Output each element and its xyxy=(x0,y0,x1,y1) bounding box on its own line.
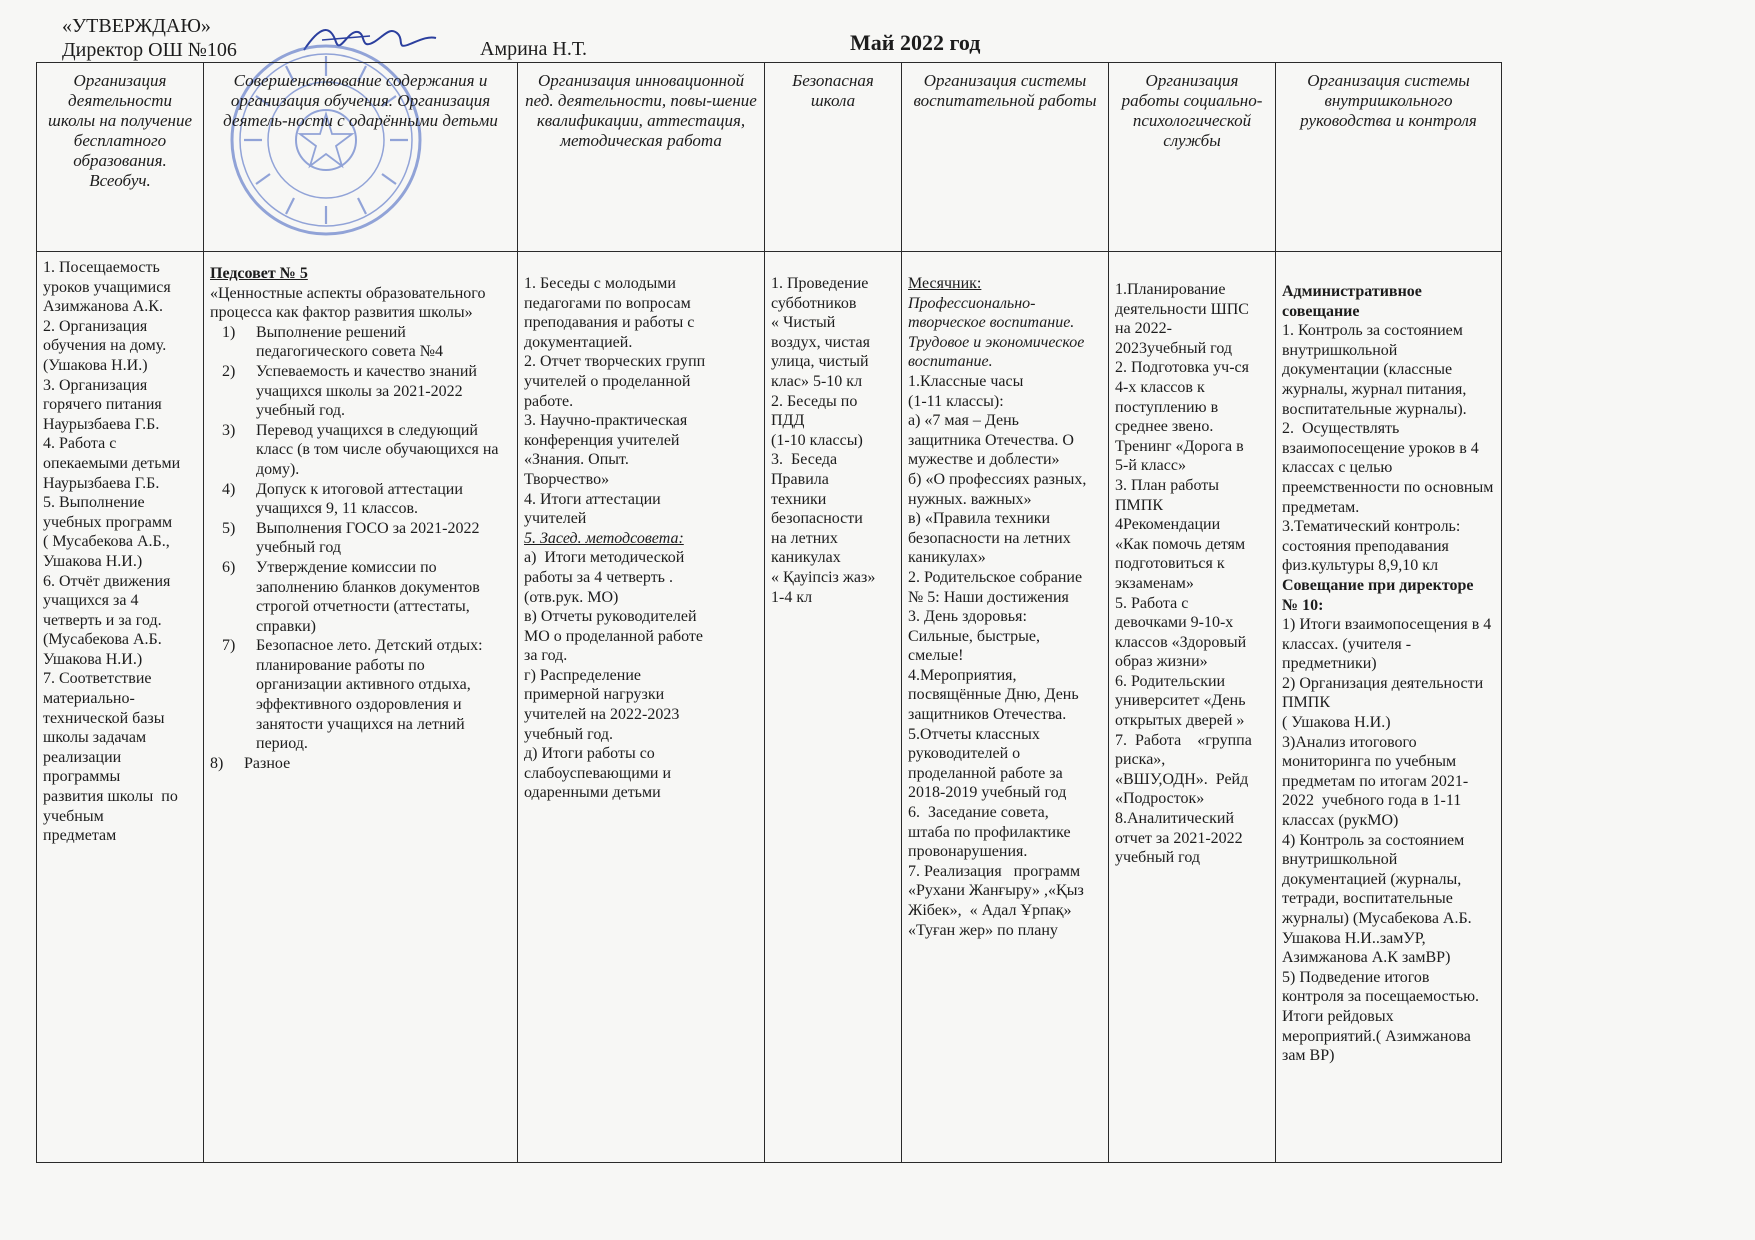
text-line: контроля за посещаемостью. xyxy=(1282,988,1480,1006)
text-line: 5) Подведение итогов xyxy=(1282,968,1430,986)
text-line: классах с целью xyxy=(1282,459,1393,477)
text-line: школы задачам xyxy=(43,729,147,747)
text-line: защитников Отечества. xyxy=(908,706,1067,724)
text-line: 1.Планирование xyxy=(1115,281,1226,298)
text-line: г) Распределение xyxy=(524,666,641,684)
text-line: работе. xyxy=(524,392,574,410)
text-line: «Туған жер» по плану xyxy=(908,921,1058,939)
text-line: тетради, воспитательные xyxy=(1282,890,1453,908)
list-item: 1) Выполнение решений педагогического совета №4 xyxy=(222,323,443,361)
text-line: 5.Отчеты классных xyxy=(908,725,1040,743)
text-line: а) Итоги методической xyxy=(524,549,685,567)
text-line: конференция учителей xyxy=(524,431,680,449)
text-line: 1. Проведение xyxy=(771,275,869,292)
text-line: университет «День xyxy=(1115,692,1246,710)
text-line: учебным xyxy=(43,807,104,825)
text-line: 2. Родительское собрание xyxy=(908,568,1083,586)
text-line: Наурызбаева Г.Б. xyxy=(43,415,160,433)
text-line: посвящённые Дню, День xyxy=(908,686,1079,704)
text-line: 7. Реализация программ xyxy=(908,862,1081,880)
text-line: обучения на дому. xyxy=(43,337,167,355)
text-line: нужных. важных» xyxy=(908,490,1032,508)
text-line: Ушакова Н.И..замУР, xyxy=(1282,929,1426,947)
text-line: преемственности по основным xyxy=(1282,478,1494,496)
text-line: Итоги рейдовых xyxy=(1282,1007,1394,1025)
text-line: 5-й класс» xyxy=(1115,457,1186,475)
text-line: учебный год xyxy=(1115,849,1201,867)
text-line: взаимопосещение уроков в 4 xyxy=(1282,439,1479,457)
text-line: мужестве и доблести» xyxy=(908,451,1060,469)
approval-block xyxy=(62,14,237,62)
column-header-education: Организация деятельности школы на получение бесплатного образования. Всеобуч. xyxy=(37,63,204,252)
text-line: 3. Организация xyxy=(43,376,148,394)
text-line: развития школы по xyxy=(43,788,178,806)
text-line: « Чистый xyxy=(771,314,836,332)
method-council-heading: 5. Засед. методсовета: xyxy=(524,529,684,547)
text-line: в) Отчеты руководителей xyxy=(524,608,697,626)
text-line: 4-х классов к xyxy=(1115,378,1205,396)
text-line: 1. Посещаемость xyxy=(43,259,160,276)
text-line: 5. Работа с xyxy=(1115,594,1189,612)
text-line: педагогами по вопросам xyxy=(524,294,691,312)
text-line: внутришкольной xyxy=(1282,341,1398,359)
cell-control xyxy=(1276,252,1502,1163)
text-line: 3. День здоровья: xyxy=(908,608,1027,626)
text-line: б) «О профессиях разных, xyxy=(908,470,1087,488)
text-line: документацией. xyxy=(524,333,633,351)
month-label: Месячник: xyxy=(908,275,982,292)
text-line: в) «Правила техники xyxy=(908,510,1051,528)
text-line: опекаемыми детьми xyxy=(43,454,181,472)
text-line: уроков учащимися xyxy=(43,278,171,296)
text-line: Сильные, быстрые, xyxy=(908,627,1040,645)
text-line: 4Рекомендации xyxy=(1115,516,1221,534)
cell-psychology xyxy=(1109,252,1276,1163)
text-line: слабоуспевающими и xyxy=(524,764,672,782)
column-header-psychology: Организация работы социально-психологической службы xyxy=(1109,63,1276,252)
text-line: журналы) (Мусабекова А.Б. xyxy=(1282,910,1472,927)
text-line: каникулах» xyxy=(908,549,986,567)
text-line: творческое воспитание. xyxy=(908,314,1075,332)
text-line: девочками 9-10-х xyxy=(1115,614,1234,632)
text-line: ПДД xyxy=(771,412,805,430)
text-line: 3. Беседа xyxy=(771,451,838,469)
text-line: «Подросток» xyxy=(1115,790,1205,808)
text-line: риска», xyxy=(1115,751,1166,769)
list-item: 4) Допуск к итоговой аттестации учащихся 9, 11 классов. xyxy=(222,480,463,518)
text-line: 1-4 кл xyxy=(771,588,813,606)
text-line: « Қауіпсіз жаз» xyxy=(771,568,876,586)
text-line: Наурызбаева Г.Б. xyxy=(43,474,160,492)
text-line: внутришкольной xyxy=(1282,851,1398,869)
text-line: четверть и за год. xyxy=(43,611,162,629)
text-line: каникулах xyxy=(771,549,841,567)
text-line: 3)Анализ итогового xyxy=(1282,733,1417,751)
text-line: подготовиться к xyxy=(1115,555,1225,573)
text-line: экзаменам» xyxy=(1115,574,1194,592)
column-header-teaching: Совершенствование содержания и организация обучения. Организация деятель-ности с одарёнными детьми xyxy=(204,63,518,252)
text-line: смелые! xyxy=(908,647,964,665)
text-line: 1.Классные часы xyxy=(908,372,1024,390)
text-line: защитника Отечества. О xyxy=(908,431,1074,449)
text-line: 3. План работы xyxy=(1115,476,1219,494)
text-line: 2. Осуществлять xyxy=(1282,420,1400,438)
list-item: 2) Успеваемость и качество знаний учащихся школы за 2021-2022 учебный год. xyxy=(222,362,477,420)
column-header-control: Организация системы внутришкольного руководства и контроля xyxy=(1276,63,1502,252)
director-title: Директор ОШ №106 xyxy=(62,39,237,61)
text-line: 2. Беседы по xyxy=(771,392,858,410)
text-line: классах (рукМО) xyxy=(1282,812,1399,830)
text-line: Азимжанова А.К замВР) xyxy=(1282,949,1451,967)
list-item: 8) Разное xyxy=(210,754,291,772)
text-line: клас» 5-10 кл xyxy=(771,372,863,390)
text-line: 1. Контроль за состоянием xyxy=(1282,322,1463,340)
approval-label: «УТВЕРЖДАЮ» xyxy=(62,15,211,37)
text-line: учебных программ xyxy=(43,513,173,531)
text-line: 2. Организация xyxy=(43,317,148,335)
text-line: физ.культуры 8,9,10 кл xyxy=(1282,557,1439,575)
text-line: Трудовое и экономическое xyxy=(908,333,1085,351)
text-line: работы за 4 четверть . xyxy=(524,568,673,586)
text-line: «Знания. Опыт. xyxy=(524,451,629,469)
council-agenda xyxy=(210,323,513,774)
council-title: Педсовет № 5 xyxy=(210,265,308,282)
text-line: материально- xyxy=(43,690,135,708)
list-item: 7) Безопасное лето. Детский отдых: планирование работы по организации активного отдыха, эффективного оздоровления и занятости учащихся на летний период. xyxy=(222,637,483,753)
list-item: 3) Перевод учащихся в следующий класс (в том числе обучающихся на дому). xyxy=(222,421,499,478)
text-line: 7. Соответствие xyxy=(43,670,152,688)
cell-safety xyxy=(765,252,902,1163)
cell-upbringing xyxy=(902,252,1109,1163)
text-line: предметники) xyxy=(1282,655,1377,673)
text-line: 2022 учебного года в 1-11 xyxy=(1282,792,1462,810)
text-line: 6. Заседание совета, xyxy=(908,804,1049,822)
text-line: 7. Работа «группа xyxy=(1115,731,1252,749)
text-line: реализации xyxy=(43,748,122,766)
text-line: состояния преподавания xyxy=(1282,537,1449,555)
plan-table xyxy=(36,62,1502,1163)
text-line: (1-10 классы) xyxy=(771,431,863,449)
text-line: Азимжанова А.К. xyxy=(43,298,163,316)
text-line: проделанной работе за xyxy=(908,764,1063,782)
text-line: 1) Итоги взаимопосещения в 4 xyxy=(1282,616,1492,634)
text-line: руководителей о xyxy=(908,745,1021,763)
column-header-methodology: Организация инновационной пед. деятельности, повы-шение квалификации, аттестация, методическая работа xyxy=(518,63,765,252)
text-line: преподавания и работы с xyxy=(524,314,695,332)
text-line: (Мусабекова А.Б. xyxy=(43,631,162,649)
text-line: провонарушения. xyxy=(908,843,1028,861)
text-line: Профессионально- xyxy=(908,294,1036,312)
text-line: документации (классные xyxy=(1282,361,1453,379)
director-meeting-title: Совещание при директоре xyxy=(1282,576,1474,594)
text-line: технической базы xyxy=(43,709,165,727)
text-line: 6. Родительскии xyxy=(1115,672,1226,690)
text-line: «Как помочь детям xyxy=(1115,535,1246,553)
text-line: поступлению в xyxy=(1115,398,1219,416)
admin-meeting-title: Административное совещание xyxy=(1282,283,1422,320)
text-line: ПМПК xyxy=(1115,496,1164,514)
text-line: (Ушакова Н.И.) xyxy=(43,356,148,374)
text-line: классах. (учителя - xyxy=(1282,635,1412,653)
text-line: воздух, чистая xyxy=(771,333,870,351)
page-title: Май 2022 год xyxy=(850,30,981,55)
list-item: 6) Утверждение комиссии по заполнению бланков документов строгой отчетности (аттестаты, справки) xyxy=(222,558,480,635)
text-line: предметам xyxy=(43,827,117,845)
text-line: примерной нагрузки xyxy=(524,686,665,704)
text-line: 5. Выполнение xyxy=(43,494,145,512)
text-line: 4.Мероприятия, xyxy=(908,666,1017,684)
text-line: документацией (журналы, xyxy=(1282,870,1462,888)
text-line: 3.Тематический контроль: xyxy=(1282,518,1461,536)
text-line: одаренными детьми xyxy=(524,784,661,802)
text-line: отчет за 2021-2022 xyxy=(1115,829,1243,847)
text-line: (отв.рук. МО) xyxy=(524,588,619,606)
text-line: Творчество» xyxy=(524,470,610,488)
text-line: 2. Отчет творческих групп xyxy=(524,353,706,371)
text-line: 2018-2019 учебный год xyxy=(908,784,1067,802)
table-header-row xyxy=(37,63,1502,252)
text-line: учителей о проделанной xyxy=(524,372,691,390)
text-line: журналы, журнал питания, xyxy=(1282,380,1467,398)
text-line: техники xyxy=(771,490,827,508)
cell-methodology xyxy=(518,252,765,1163)
cell-education xyxy=(37,252,204,1163)
text-line: среднее звено. xyxy=(1115,418,1214,436)
text-line: на 2022- xyxy=(1115,320,1172,338)
text-line: учебный год. xyxy=(524,725,614,743)
text-line: «ВШУ,ОДН». Рейд xyxy=(1115,770,1249,788)
text-line: субботников xyxy=(771,294,857,312)
text-line: учащихся за 4 xyxy=(43,592,139,610)
text-line: улица, чистый xyxy=(771,353,869,371)
cell-teaching xyxy=(204,252,518,1163)
text-line: предметам по итогам 2021- xyxy=(1282,772,1469,790)
text-line: 2023учебный год xyxy=(1115,339,1233,357)
text-line: (1-11 классы): xyxy=(908,392,1004,410)
text-line: № 5: Наши достижения xyxy=(908,588,1069,606)
director-meeting-number: № 10: xyxy=(1282,596,1324,614)
text-line: воспитание. xyxy=(908,353,993,371)
council-theme: «Ценностные аспекты образовательного процесса как фактор развития школы» xyxy=(210,284,486,322)
text-line: д) Итоги работы со xyxy=(524,745,655,763)
text-line: мониторинга по учебным xyxy=(1282,753,1457,771)
text-line: 4. Итоги аттестации xyxy=(524,490,661,508)
text-line: Жібек», « Адал Ұрпақ» xyxy=(908,902,1072,919)
text-line: ( Мусабекова А.Б., xyxy=(43,533,170,551)
text-line: а) «7 мая – День xyxy=(908,412,1019,430)
text-line: «Рухани Жанғыру» ,«Қыз xyxy=(908,882,1084,900)
text-line: воспитательные журналы). xyxy=(1282,400,1467,418)
text-line: безопасности на летних xyxy=(908,529,1071,547)
text-line: ПМПК xyxy=(1282,694,1331,712)
text-line: мероприятий.( Азимжанова xyxy=(1282,1027,1471,1045)
text-line: учителей на 2022-2023 xyxy=(524,706,680,724)
text-line: 1. Беседы с молодыми xyxy=(524,275,676,292)
list-item: 5) Выполнения ГОСО за 2021-2022 учебный год xyxy=(222,519,480,557)
text-line: Ушакова Н.И.) xyxy=(43,552,143,570)
text-line: Ушакова Н.И.) xyxy=(43,650,143,668)
text-line: 6. Отчёт движения xyxy=(43,572,171,590)
text-line: за год. xyxy=(524,647,568,665)
table-body-row xyxy=(37,252,1502,1163)
text-line: на летних xyxy=(771,529,838,547)
text-line: 3. Научно-практическая xyxy=(524,412,688,430)
text-line: 4) Контроль за состоянием xyxy=(1282,831,1465,849)
text-line: учителей xyxy=(524,510,587,528)
text-line: 4. Работа с xyxy=(43,435,117,453)
text-line: штаба по профилактике xyxy=(908,823,1071,841)
text-line: образ жизни» xyxy=(1115,653,1208,671)
text-line: 2. Подготовка уч-ся xyxy=(1115,359,1249,377)
text-line: Тренинг «Дорога в xyxy=(1115,437,1244,455)
text-line: открытых дверей » xyxy=(1115,712,1245,730)
text-line: классов «Здоровый xyxy=(1115,633,1247,651)
text-line: горячего питания xyxy=(43,396,162,414)
text-line: зам ВР) xyxy=(1282,1047,1335,1065)
column-header-upbringing: Организация системы воспитательной работы xyxy=(902,63,1109,252)
text-line: МО о проделанной работе xyxy=(524,627,704,645)
director-name: Амрина Н.Т. xyxy=(480,38,588,60)
column-header-safety: Безопасная школа xyxy=(765,63,902,252)
text-line: программы xyxy=(43,768,121,786)
text-line: 8.Аналитический xyxy=(1115,810,1235,828)
text-line: безопасности xyxy=(771,510,863,528)
text-line: предметам. xyxy=(1282,498,1360,516)
text-line: ( Ушакова Н.И.) xyxy=(1282,714,1391,732)
text-line: деятельности ШПС xyxy=(1115,300,1249,318)
text-line: 2) Организация деятельности xyxy=(1282,674,1484,692)
text-line: Правила xyxy=(771,470,829,488)
